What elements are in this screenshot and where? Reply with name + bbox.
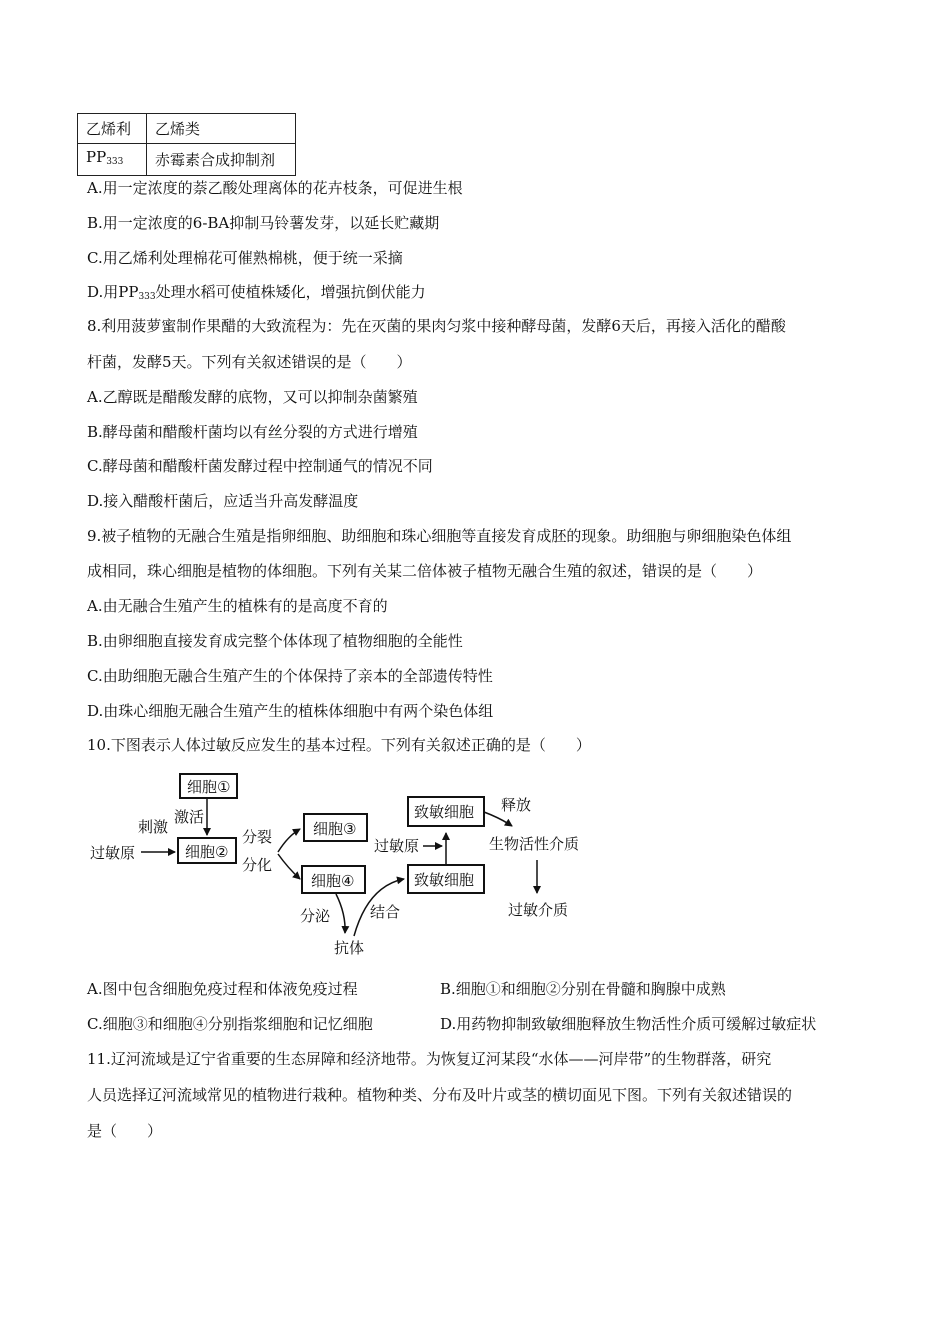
q10-option-d: D.用药物抑制致敏细胞释放生物活性介质可缓解过敏症状: [440, 1015, 817, 1033]
cell2-label: 细胞②: [185, 843, 229, 861]
q9-option-c: C.由助细胞无融合生殖产生的个体保持了亲本的全部遗传特性: [87, 667, 493, 685]
antibody-label: 抗体: [334, 939, 365, 957]
q7-option-b: B.用一定浓度的6-BA抑制马铃薯发芽，以延长贮藏期: [87, 214, 440, 232]
bioactive-label: 生物活性介质: [489, 835, 580, 853]
q8-stem-line1: 8.利用菠萝蜜制作果醋的大致流程为：先在灭菌的果肉匀浆中接种酵母菌，发酵6天后，再接入活化的醋酸: [87, 317, 786, 335]
q7-option-d: [87, 282, 426, 307]
q10-option-b: B.细胞①和细胞②分别在骨髓和胸腺中成熟: [440, 980, 726, 998]
allergen2-label: 过敏原: [374, 837, 420, 855]
release-label: 释放: [501, 796, 532, 814]
pp-text: PP: [86, 148, 107, 166]
q7-option-c: C.用乙烯利处理棉花可催熟棉桃，便于统一采摘: [87, 249, 403, 267]
pp-subscript: 333: [106, 157, 124, 167]
q9-stem-line2: 成相同，珠心细胞是植物的体细胞。下列有关某二倍体被子植物无融合生殖的叙述，错误的是（ ）: [87, 562, 763, 580]
table-row: [78, 114, 296, 144]
q11-stem-line2: 人员选择辽河流域常见的植物进行栽种。植物种类、分布及叶片或茎的横切面见下图。下列有关叙述错误的: [87, 1086, 793, 1104]
q10-option-c: C.细胞③和细胞④分别指浆细胞和记忆细胞: [87, 1015, 373, 1033]
allergen-label: 过敏原: [90, 844, 136, 862]
q10-stem: 10.下图表示人体过敏反应发生的基本过程。下列有关叙述正确的是（ ）: [87, 736, 591, 754]
stimulate-label: 刺激: [138, 818, 169, 836]
differentiate-label: 分化: [242, 856, 273, 874]
arrow-cell2-to-cell3: [278, 829, 300, 852]
arrow-cell4-to-antibody: [336, 894, 345, 933]
q9-stem-line1: 9.被子植物的无融合生殖是指卵细胞、助细胞和珠心细胞等直接发育成胚的现象。助细胞与卵细胞染色体组: [87, 527, 792, 545]
regulator-table: [77, 113, 296, 176]
cell4-label: 细胞④: [311, 872, 355, 890]
q8-option-a: A.乙醇既是醋酸发酵的底物，又可以抑制杂菌繁殖: [87, 388, 418, 406]
activate-label: 激活: [174, 808, 205, 826]
sensitized-cell-bottom-label: 致敏细胞: [414, 871, 475, 889]
combine-label: 结合: [370, 903, 401, 921]
table-cell: 赤霉素合成抑制剂: [147, 144, 296, 176]
divide-label: 分裂: [242, 828, 273, 846]
cell3-label: 细胞③: [313, 820, 357, 838]
q10-option-a: A.图中包含细胞免疫过程和体液免疫过程: [87, 980, 358, 998]
secrete-label: 分泌: [300, 907, 331, 925]
mediator-label: 过敏介质: [508, 901, 569, 919]
sensitized-cell-top-label: 致敏细胞: [414, 803, 475, 821]
table-cell: 乙烯类: [147, 114, 296, 144]
q7-option-d-pre: D.用PP: [87, 283, 139, 301]
q7-option-a: A.用一定浓度的萘乙酸处理离体的花卉枝条，可促进生根: [87, 179, 463, 197]
q11-stem-line1: 11.辽河流域是辽宁省重要的生态屏障和经济地带。为恢复辽河某段“水体——河岸带”的生物群落，研究: [87, 1050, 772, 1068]
q8-option-c: C.酵母菌和醋酸杆菌发酵过程中控制通气的情况不同: [87, 457, 433, 475]
allergy-process-diagram: [88, 766, 608, 962]
q7-option-d-post: 处理水稻可使植株矮化，增强抗倒伏能力: [155, 283, 426, 301]
q7-option-d-sub: 333: [138, 292, 156, 302]
q11-stem-line3: 是（ ）: [87, 1122, 163, 1140]
cell1-label: 细胞①: [187, 778, 231, 796]
arrow-cell2-to-cell4: [278, 854, 300, 879]
q8-option-d: D.接入醋酸杆菌后，应适当升高发酵温度: [87, 492, 359, 510]
q9-option-a: A.由无融合生殖产生的植株有的是高度不育的: [87, 597, 388, 615]
q8-option-b: B.酵母菌和醋酸杆菌均以有丝分裂的方式进行增殖: [87, 423, 418, 441]
table-row: [78, 144, 296, 176]
arrow-release: [484, 812, 512, 826]
q9-option-b: B.由卵细胞直接发育成完整个体体现了植物细胞的全能性: [87, 632, 463, 650]
table-cell: 乙烯利: [78, 114, 147, 144]
table-cell: [78, 144, 147, 176]
q8-stem-line2: 杆菌，发酵5天。下列有关叙述错误的是（ ）: [87, 353, 412, 371]
q9-option-d: D.由珠心细胞无融合生殖产生的植株体细胞中有两个染色体组: [87, 702, 494, 720]
